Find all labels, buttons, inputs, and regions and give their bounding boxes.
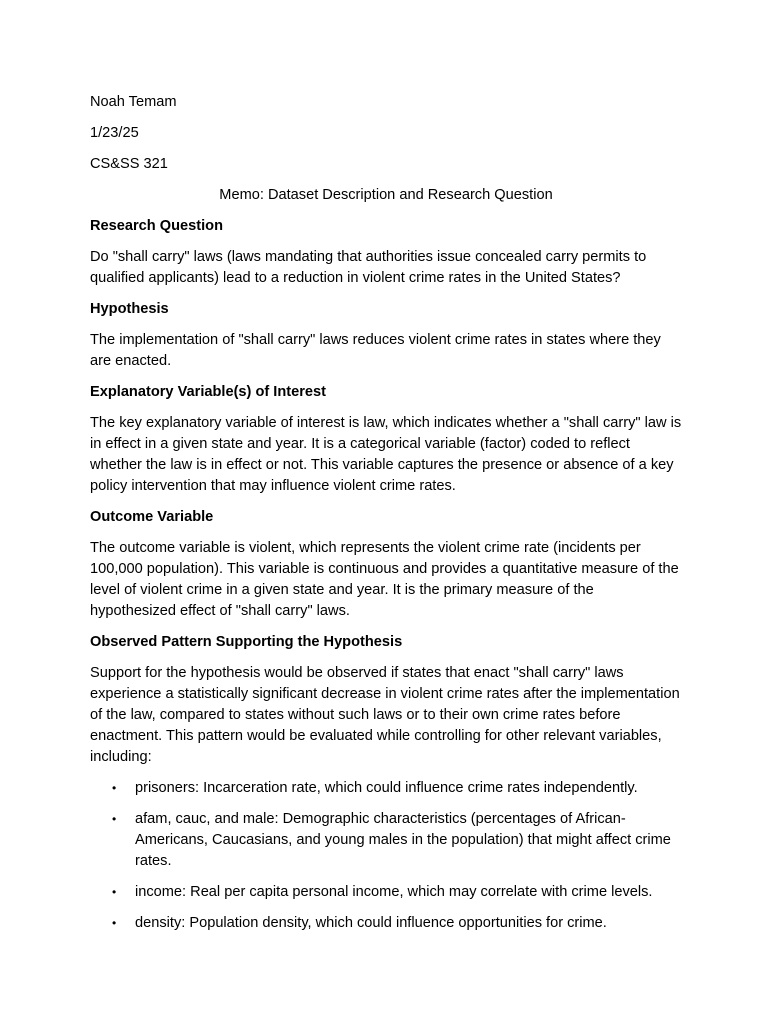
outcome-heading: Outcome Variable <box>90 509 214 525</box>
list-item-text: afam, cauc, and male: Demographic characteristics (percentages of African-Americans, Caucasians, and young males in the population) that might affect crime rates. <box>135 811 671 869</box>
outcome-body: The outcome variable is violent, which represents the violent crime rate (incidents per 100,000 population). This variable is continuous and provides a quantitative measure of the level of violent crime in a given state and year. It is the primary measure of the hypothesized effect of "shall carry" laws. <box>90 540 679 619</box>
list-item <box>90 778 682 799</box>
list-item <box>90 913 682 934</box>
list-item <box>90 809 682 872</box>
bullet-icon: • <box>112 885 117 899</box>
bullet-icon: • <box>112 916 117 930</box>
research-question-heading: Research Question <box>90 218 224 234</box>
hypothesis-body: The implementation of "shall carry" laws reduces violent crime rates in states where they are enacted. <box>90 332 661 369</box>
control-variables-list <box>90 778 682 934</box>
bullet-icon: • <box>112 781 117 795</box>
explanatory-body: The key explanatory variable of interest is law, which indicates whether a "shall carry" law is in effect in a given state and year. It is a categorical variable (factor) coded to reflect whether the law is in effect or not. This variable captures the presence or absence of a key policy intervention that may influence violent crime rates. <box>90 415 682 494</box>
author-name: Noah Temam <box>90 94 177 110</box>
bullet-icon: • <box>112 812 117 826</box>
list-item <box>90 882 682 903</box>
list-item-text: density: Population density, which could influence opportunities for crime. <box>135 915 607 931</box>
list-item-text: prisoners: Incarceration rate, which could influence crime rates independently. <box>135 780 638 796</box>
list-item-text: income: Real per capita personal income, which may correlate with crime levels. <box>135 884 653 900</box>
memo-date: 1/23/25 <box>90 125 139 141</box>
memo-title: Memo: Dataset Description and Research Question <box>219 187 553 203</box>
hypothesis-heading: Hypothesis <box>90 301 169 317</box>
course-code: CS&SS 321 <box>90 156 168 172</box>
pattern-body: Support for the hypothesis would be observed if states that enact "shall carry" laws experience a statistically significant decrease in violent crime rates after the implementation of the law, compared to states without such laws or to their own crime rates before enactment. This pattern would be evaluated while controlling for other relevant variables, including: <box>90 665 680 765</box>
pattern-heading: Observed Pattern Supporting the Hypothesis <box>90 634 403 650</box>
memo-page <box>90 92 682 944</box>
explanatory-heading: Explanatory Variable(s) of Interest <box>90 384 327 400</box>
research-question-body: Do "shall carry" laws (laws mandating that authorities issue concealed carry permits to qualified applicants) lead to a reduction in violent crime rates in the United States? <box>90 249 647 286</box>
